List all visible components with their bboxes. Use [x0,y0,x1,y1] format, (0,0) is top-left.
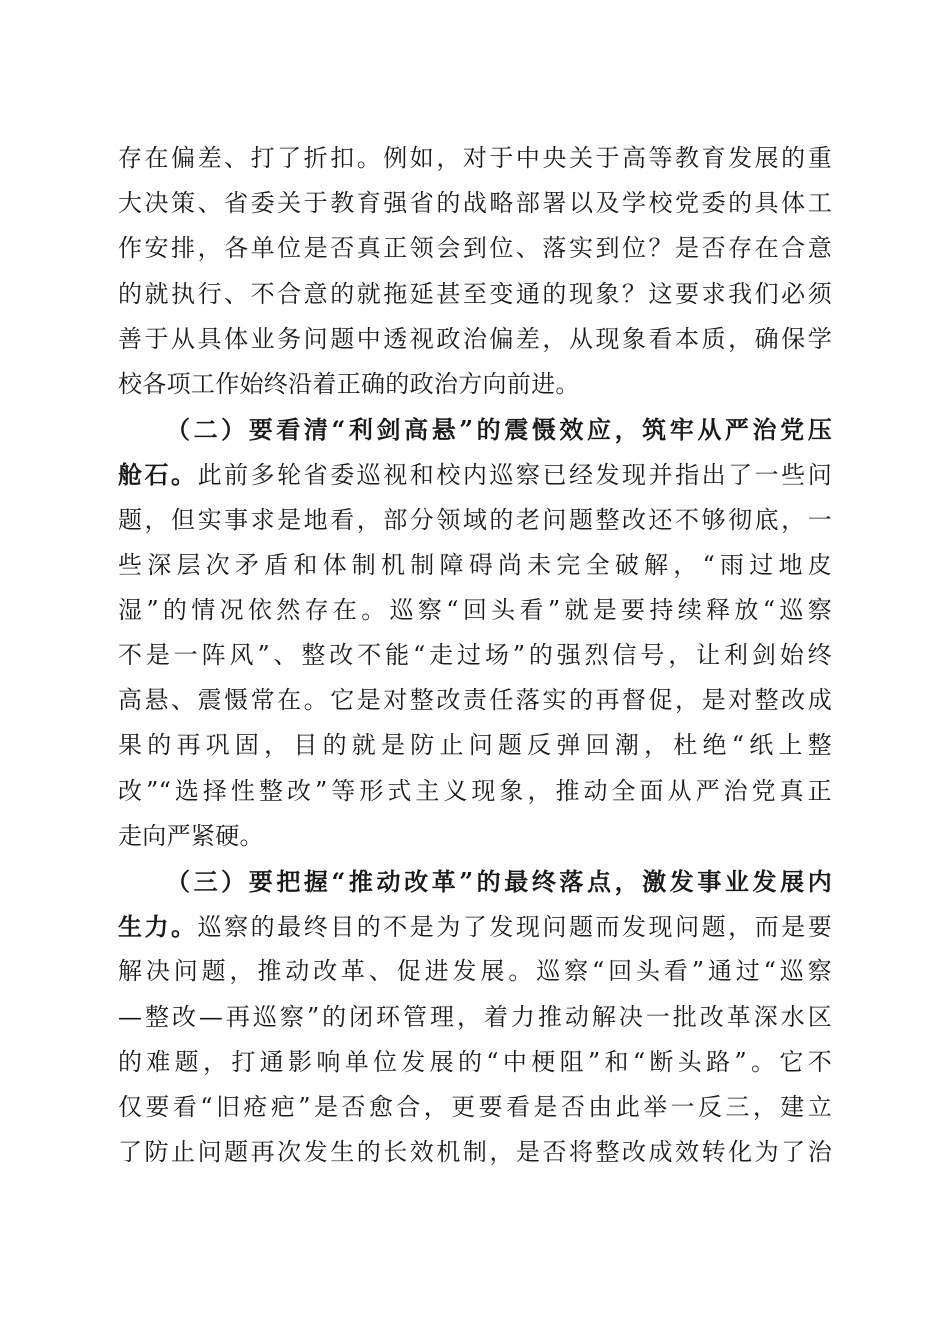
text-line: 题，但实事求是地看，部分领域的老问题整改还不够彻底，一 [118,505,832,534]
text-line: 不是一阵风”、整改不能“走过场”的强烈信号，让利剑始终 [118,641,832,670]
text-line: 大决策、省委关于教育强省的战略部署以及学校党委的具体工 [118,189,832,218]
text-line: 仅要看“旧疮疤”是否愈合，更要看是否由此举一反三，建立 [118,1092,832,1121]
text-segment: 此前多轮省委巡视和校内巡察已经发现并指出了一些问 [197,461,833,490]
paragraph-3 [118,859,832,1175]
text-line: 改”“选择性整改”等形式主义现象，推动全面从严治党真正 [118,776,832,805]
document-page [118,136,832,1175]
section-heading-end: 生力。 [118,912,198,942]
section-heading: （三）要把握“推动改革”的最终落点，激发事业发展内 [166,867,832,896]
section-heading-end: 舱石。 [118,460,198,490]
text-line: 了防止问题再次发生的长效机制，是否将整改成效转化为了治 [118,1138,832,1167]
text-line: 善于从具体业务问题中透视政治偏差，从现象看本质，确保学 [118,324,832,353]
text-line: 的难题，打通影响单位发展的“中梗阻”和“断头路”。它不 [118,1047,832,1076]
text-line: 湿”的情况依然存在。巡察“回头看”就是要持续释放“巡察 [118,595,832,624]
paragraph-1 [118,136,832,407]
text-segment: 巡察的最终目的不是为了发现问题而发现问题，而是要 [197,913,833,942]
text-line: —整改—再巡察”的闭环管理，着力推动解决一批改革深水区 [118,1002,832,1031]
paragraph-2 [118,407,832,859]
text-line: 存在偏差、打了折扣。例如，对于中央关于高等教育发展的重 [118,144,832,172]
text-line: 的就执行、不合意的就拖延甚至变通的现象？这要求我们必须 [118,279,832,308]
text-line: 走向严紧硬。 [118,821,264,850]
text-line: 高悬、震慑常在。它是对整改责任落实的再督促，是对整改成 [118,686,832,715]
text-line: 些深层次矛盾和体制机制障碍尚未完全破解，“雨过地皮 [118,550,832,579]
text-line [118,904,832,949]
text-line: 果的再巩固，目的就是防止问题反弹回潮，杜绝“纸上整 [118,731,832,760]
text-line: 解决问题，推动改革、促进发展。巡察“回头看”通过“巡察 [118,957,832,986]
section-heading: （二）要看清“利剑高悬”的震慑效应，筑牢从严治党压 [166,415,832,445]
text-line: 作安排，各单位是否真正领会到位、落实到位？是否存在合意 [118,234,832,263]
text-line [118,452,832,497]
text-line: 校各项工作始终沿着正确的政治方向前进。 [118,369,580,398]
